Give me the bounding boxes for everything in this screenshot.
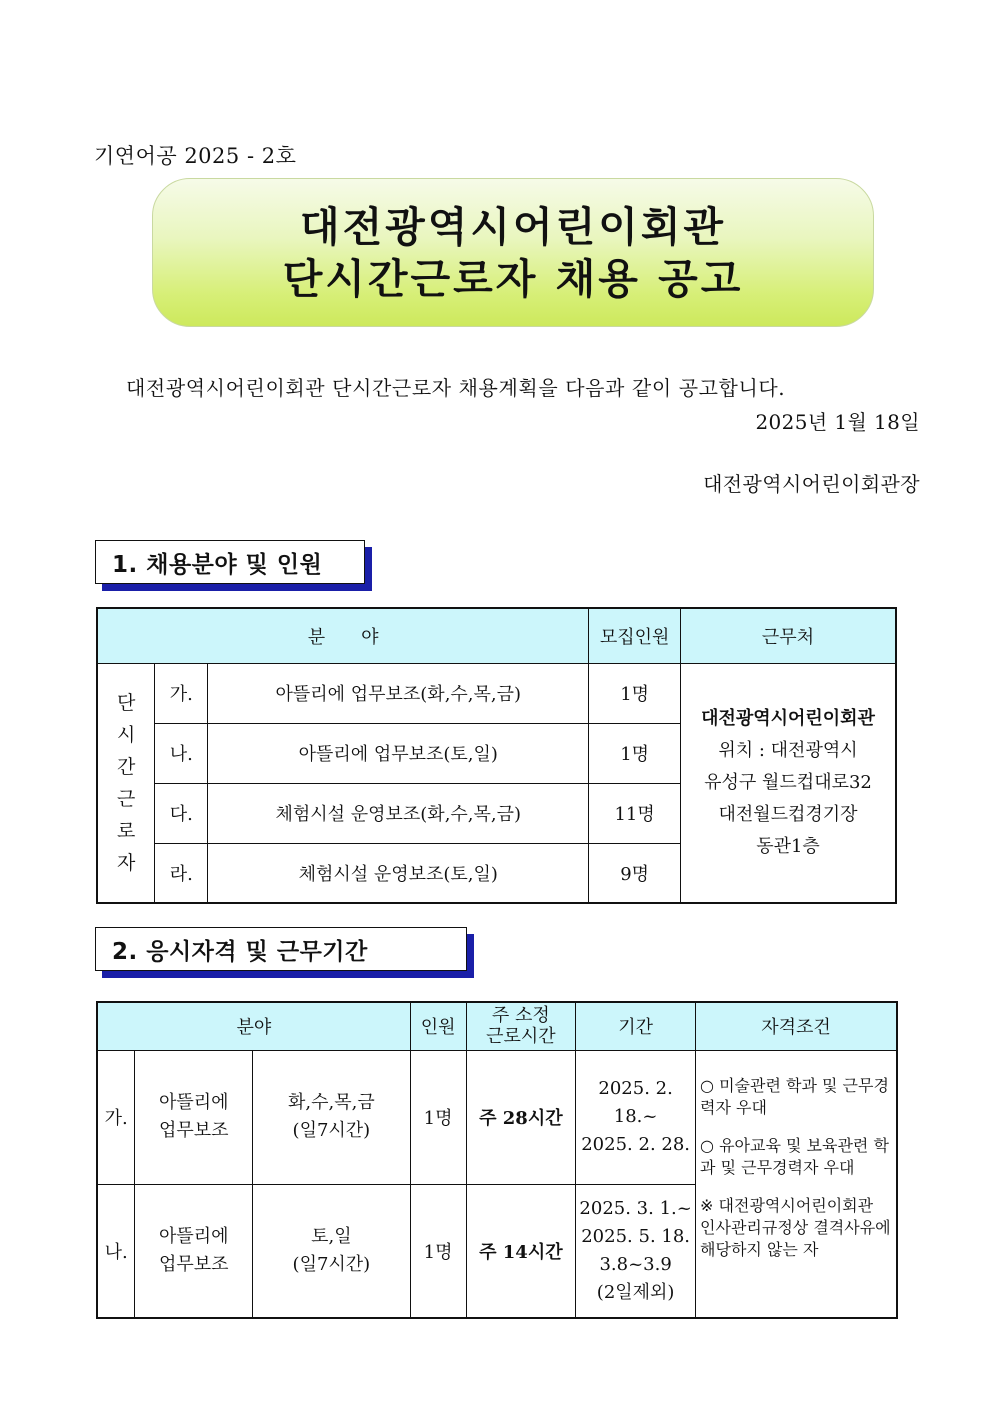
qualifications-cell <box>696 1050 897 1318</box>
issuer-name: 대전광역시어린이회관장 <box>703 472 920 496</box>
row-field: 체험시설 운영보조(화,수,목,금) <box>208 783 589 843</box>
row-hours: 주 14시간 <box>466 1184 576 1318</box>
title-line-2: 단시간근로자 채용 공고 <box>282 254 744 303</box>
workplace-cell: 대전광역시어린이회관 위치 : 대전광역시 유성구 월드컵대로32 대전월드컵경기장 동관1층 <box>681 663 896 903</box>
announcement-date: 2025년 1월 18일 <box>755 410 920 434</box>
row-count: 1명 <box>589 663 681 723</box>
header-field: 분 야 <box>97 608 589 663</box>
row-days: 화,수,목,금 (일7시간) <box>253 1050 411 1184</box>
intro-text: 대전광역시어린이회관 단시간근로자 채용계획을 다음과 같이 공고합니다. <box>126 376 786 400</box>
row-count: 11명 <box>589 783 681 843</box>
header-qualification: 자격조건 <box>696 1002 897 1050</box>
qualification-2: ○ 유아교육 및 보육관련 학과 및 근무경력자 우대 <box>700 1135 889 1177</box>
row-field: 아뜰리에 업무보조 <box>135 1184 253 1318</box>
document-number: 기연어공 2025 - 2호 <box>94 144 297 168</box>
row-days: 토,일 (일7시간) <box>253 1184 411 1318</box>
title-banner <box>152 178 874 327</box>
header-count: 모집인원 <box>589 608 681 663</box>
row-field: 아뜰리에 업무보조 <box>135 1050 253 1184</box>
section1-heading: 1. 채용분야 및 인원 <box>95 540 365 584</box>
qualification-1: ○ 미술관련 학과 및 근무경력자 우대 <box>700 1075 889 1117</box>
row-hours: 주 28시간 <box>466 1050 576 1184</box>
qualification-3: ※ 대전광역시어린이회관 인사관리규정상 결격사유에 해당하지 않는 자 <box>700 1195 891 1259</box>
recruitment-table <box>96 607 897 904</box>
header-count: 인원 <box>410 1002 466 1050</box>
row-count: 1명 <box>589 723 681 783</box>
row-mark: 가. <box>155 663 208 723</box>
row-mark: 라. <box>155 843 208 903</box>
section2-heading: 2. 응시자격 및 근무기간 <box>95 927 467 971</box>
header-place: 근무처 <box>681 608 896 663</box>
category-vertical: 단 시 간 근 로 자 <box>97 663 155 903</box>
row-period: 2025. 3. 1.~ 2025. 5. 18. 3.8~3.9 (2일제외) <box>576 1184 696 1318</box>
qualification-table <box>96 1001 898 1319</box>
row-field: 아뜰리에 업무보조(화,수,목,금) <box>208 663 589 723</box>
header-hours: 주 소정 근로시간 <box>466 1002 576 1050</box>
row-count: 1명 <box>410 1184 466 1318</box>
header-field: 분야 <box>97 1002 410 1050</box>
row-mark: 다. <box>155 783 208 843</box>
header-period: 기간 <box>576 1002 696 1050</box>
row-mark: 나. <box>155 723 208 783</box>
row-mark: 나. <box>97 1184 135 1318</box>
row-field: 아뜰리에 업무보조(토,일) <box>208 723 589 783</box>
workplace-name: 대전광역시어린이회관 <box>701 707 875 729</box>
row-mark: 가. <box>97 1050 135 1184</box>
row-field: 체험시설 운영보조(토,일) <box>208 843 589 903</box>
row-count: 1명 <box>410 1050 466 1184</box>
row-period: 2025. 2. 18.~ 2025. 2. 28. <box>576 1050 696 1184</box>
title-line-1: 대전광역시어린이회관 <box>299 202 727 251</box>
row-count: 9명 <box>589 843 681 903</box>
